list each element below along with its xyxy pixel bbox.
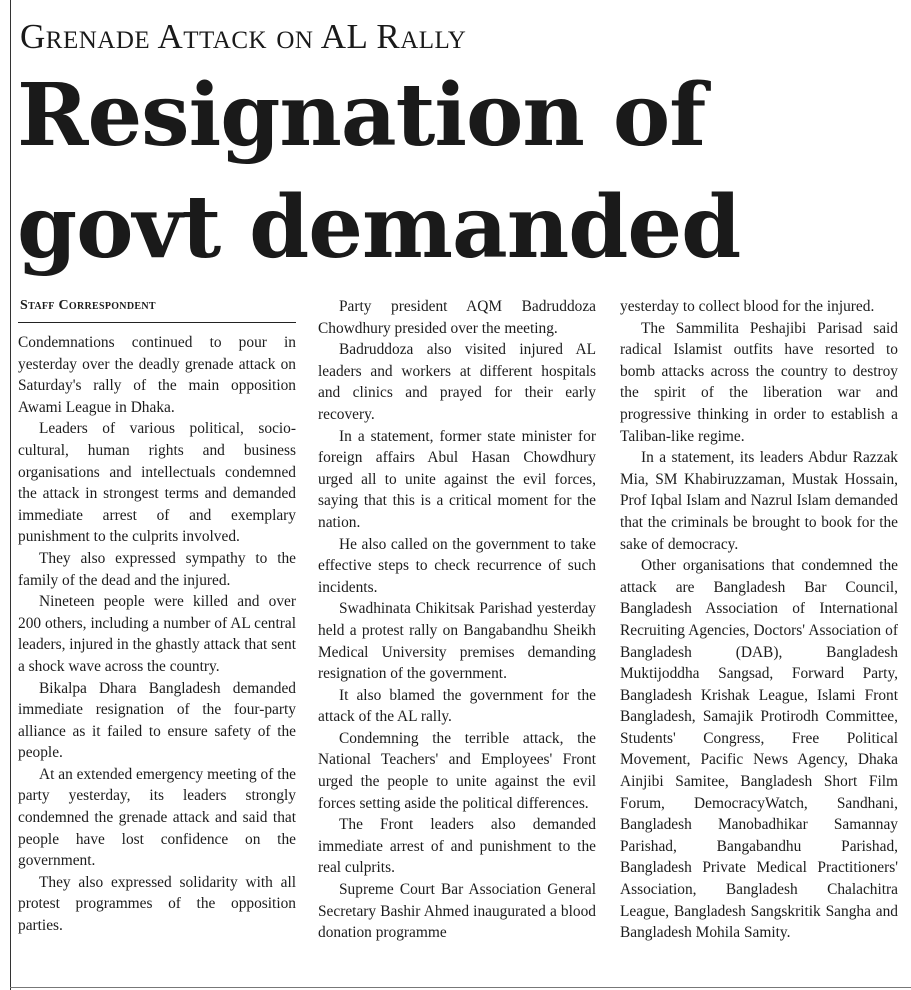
paragraph: Nineteen people were killed and over 200 others, including a number of AL central leaders, injured in the ghastly attack that sent a shock wave across the country.	[18, 593, 296, 675]
kicker: Grenade Attack on AL Rally	[20, 17, 467, 56]
paragraph: Supreme Court Bar Association General Secretary Bashir Ahmed inaugurated a blood donation programme	[318, 881, 596, 942]
paragraph: Condemnations continued to pour in yesterday over the deadly grenade attack on Saturday's rally of the main opposition Awami League in Dhaka.	[18, 334, 296, 416]
paragraph: They also expressed sympathy to the family of the dead and the injured.	[18, 549, 296, 589]
paragraph: Leaders of various political, socio-cultural, human rights and business organisations and intellectuals condemned the attack in strongest terms and demanded immediate arrest of and exemplary punishment to the culprits involved.	[18, 420, 296, 546]
paragraph: At an extended emergency meeting of the party yesterday, its leaders strongly condemned the grenade attack and said that people have lost confidence on the government.	[18, 765, 296, 870]
paragraph: He also called on the government to take effective steps to check recurrence of such incidents.	[318, 535, 596, 596]
paragraph: Swadhinata Chikitsak Parishad yesterday held a protest rally on Bangabandhu Sheikh Medical University premises demanding resignation of the government.	[318, 600, 596, 683]
paragraph: The Sammilita Peshajibi Parisad said radical Islamist outfits have resorted to bomb attacks across the country to destroy the spirit of the liberation war and progressive thinking in order to establish a Taliban-like regime.	[620, 319, 898, 445]
paragraph: Badruddoza also visited injured AL leaders and workers at different hospitals and clinics and prayed for their early recovery.	[318, 341, 596, 423]
paragraph: The Front leaders also demanded immediate arrest of and punishment to the real culprits.	[318, 816, 596, 877]
article-column-1	[18, 332, 296, 937]
article-column-2	[318, 296, 596, 944]
paragraph: In a statement, former state minister for foreign affairs Abul Hasan Chowdhury urged all to unite against the evil forces, saying that this is a critical moment for the nation.	[318, 427, 596, 531]
left-column-rule	[10, 0, 11, 990]
paragraph: In a statement, its leaders Abdur Razzak Mia, SM Khabiruzzaman, Mustak Hossain, Prof Iqbal Islam and Nazrul Islam demanded that the criminals be brought to book for the sake of democracy.	[620, 449, 898, 553]
paragraph: Bikalpa Dhara Bangladesh demanded immediate resignation of the four-party alliance as it failed to ensure safety of the people.	[18, 679, 296, 762]
paragraph: They also expressed solidarity with all protest programmes of the opposition parties.	[18, 873, 296, 935]
headline: Resignation of govt demanded	[17, 65, 741, 278]
article-column-3	[620, 296, 898, 944]
paragraph: Party president AQM Badruddoza Chowdhury presided over the meeting.	[318, 298, 596, 337]
paragraph: Condemning the terrible attack, the National Teachers' and Employees' Front urged the people to unite against the evil forces setting aside the political differences.	[318, 729, 596, 812]
paragraph: Other organisations that condemned the attack are Bangladesh Bar Council, Bangladesh Association of International Recruiting Agencies, Doctors' Association of Bangladesh (DAB), Bangladesh Muktijoddha Sangsad, Forward Party, Bangladesh Krishak League, Islami Front Bangladesh, Samajik Protirodh Committee, Students' Congress, Free Political Movement, Pacific News Agency, Dhaka Ainjibi Samitee, Bangladesh Short Film Forum, DemocracyWatch, Sandhani, Bangladesh Manobadhikar Samannay Parishad, Bangabandhu Parishad, Bangladesh Private Medical Practitioners' Association, Bangladesh Chalachitra League, Bangladesh Sangskritik Sangha and Bangladesh Mohila Samity.	[620, 557, 898, 942]
byline-rule	[18, 322, 296, 323]
byline: Staff Correspondent	[20, 298, 156, 313]
paragraph: It also blamed the government for the attack of the AL rally.	[318, 686, 596, 726]
bottom-rule	[10, 987, 911, 988]
paragraph: yesterday to collect blood for the injured.	[620, 298, 875, 315]
